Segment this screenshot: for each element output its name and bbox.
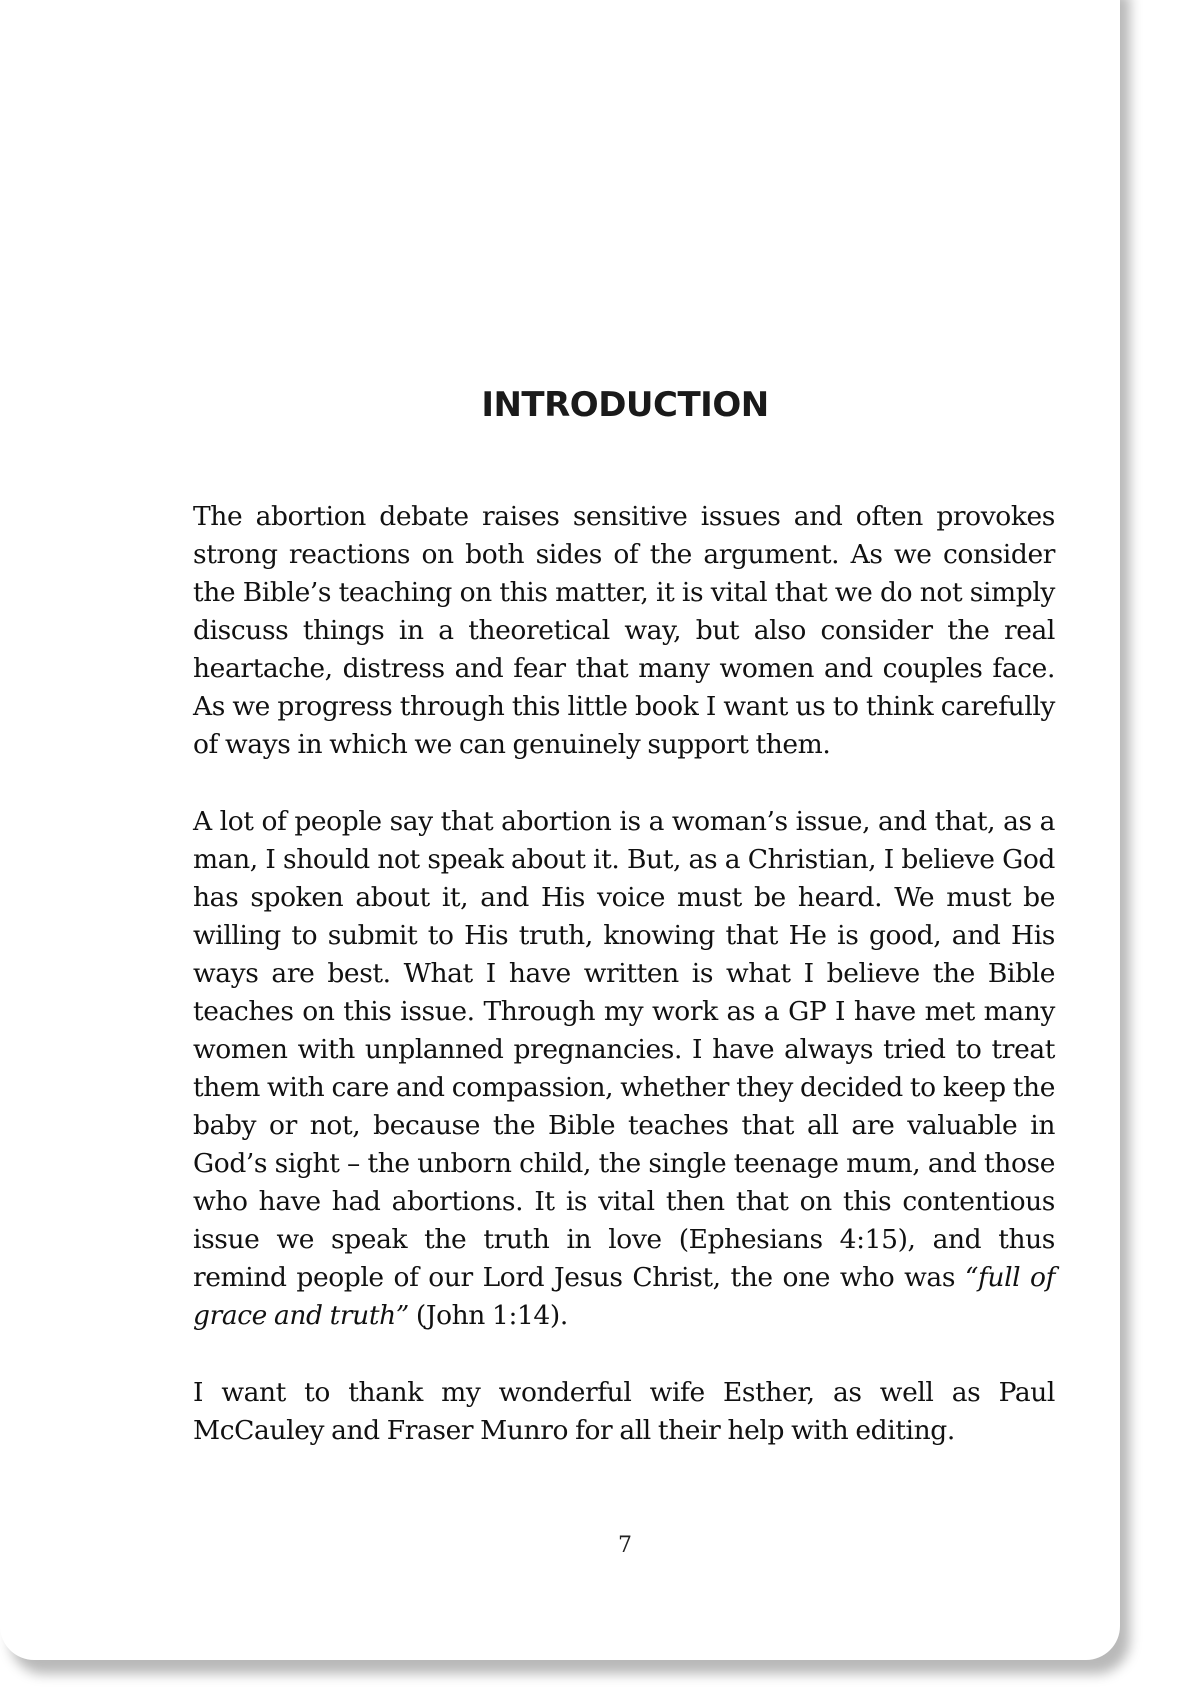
paragraph-3: I want to thank my wonderful wife Esther, as well as Paul McCauley and Fraser Munro for all their help with editing. bbox=[193, 1377, 1055, 1446]
body-text bbox=[193, 498, 1055, 1489]
paragraph-2 bbox=[193, 803, 1055, 1335]
paragraph-2-text: A lot of people say that abortion is a woman’s issue, and that, as a man, I should not speak about it. But, as a Christian, I believe God has spoken about it, and His voice must be heard. We must be willing to submit to His truth, knowing that He is good, and His ways are best. What I have written is what I believe the Bible teaches on this issue. Through my work as a GP I have met many women with unplanned pregnancies. I have always tried to treat them with care and compassion, whether they decided to keep the baby or not, because the Bible teaches that all are valuable in God’s sight – the unborn child, the single teenage mum, and those who have had abortions. It is vital then that on this contentious issue we speak the truth in love (Ephesians 4:15), and thus remind people of our Lord Jesus Christ, the one who was bbox=[193, 806, 1055, 1293]
page-number: 7 bbox=[618, 1533, 632, 1558]
scripture-reference: (John 1:14). bbox=[408, 1300, 568, 1331]
scripture-quote: “full of grace and truth” bbox=[193, 1262, 1055, 1331]
chapter-title: INTRODUCTION bbox=[481, 385, 769, 425]
paragraph-1: The abortion debate raises sensitive issues and often provokes strong reactions on both sides of the argument. As we consider the Bible’s teaching on this matter, it is vital that we do not simply discuss things in a theoretical way, but also consider the real heartache, distress and fear that many women and couples face. As we progress through this little book I want us to think carefully of ways in which we can genuinely support them. bbox=[193, 501, 1055, 760]
